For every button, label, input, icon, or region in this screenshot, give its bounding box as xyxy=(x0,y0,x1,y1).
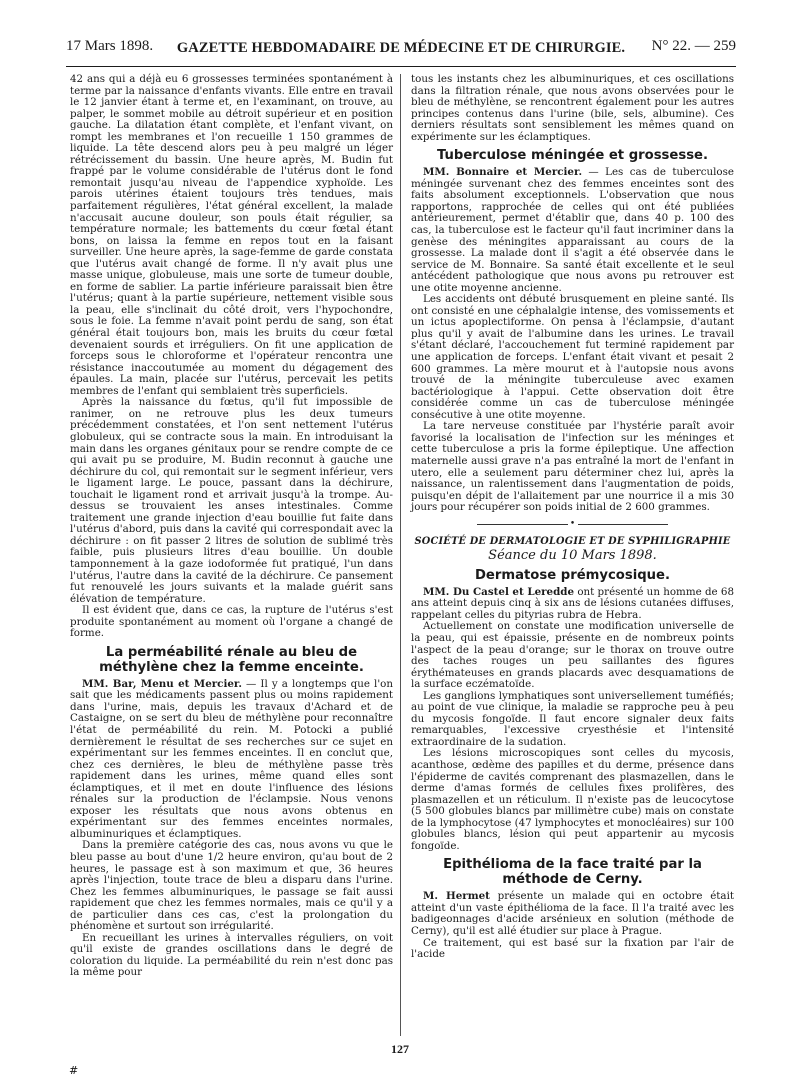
paragraph xyxy=(411,891,734,937)
authors: MM. Du Castel et Leredde xyxy=(423,585,575,598)
society-title: SOCIÉTÉ DE DERMATOLOGIE ET DE SYPHILIGRAPHIE xyxy=(414,535,731,547)
paragraph: Les ganglions lymphatiques sont universellement tuméfiés; au point de vue clinique, la maladie se rapproche peu à peu du mycosis fongoïde. Il faut encore signaler deux faits remarquables, l'excessive cryesthésie et l'intensité extraordinaire de la sudation. xyxy=(411,689,734,748)
page-folio: 127 xyxy=(391,1042,409,1056)
paragraph-text: — Il y a longtemps que l'on sait que les médicaments passent plus ou moins rapidement dans l'urine, mais, depuis les travaux d'Achard et de Castaigne, on se sert du bleu de méthylène pour reconnaître l'état de perméabilité du rein. M. Potocki a publié dernièrement le résultat de ses recherches sur ce sujet en expérimentant sur les femmes enceintes. Il en conclut que, chez ces dernières, le bleu de méthylène passe très rapidement dans les urines, même quand elles sont éclamptiques, et il met en doute l'influence des lésions rénales sur la production de l'éclampsie. Nous venons exposer les résultats que nous avons obtenus en expérimentant sur des femmes enceintes normales, albuminuriques et éclamptiques. xyxy=(70,677,393,840)
paragraph: Actuellement on constate une modification universelle de la peau, qui est épaissie, présente en de nombreux points l'aspect de la peau d'orange; sur le thorax on trouve outre des taches rouges un peu saillantes des figures érythémateuses en grands placards avec desquamations de la surface eczématoïde. xyxy=(411,620,734,691)
paragraph: tous les instants chez les albuminuriques, et ces oscillations dans la filtration rénale, que nous avons observées pour le bleu de méthylène, se rencontrent également pour les autres principes contenus dans l'urine (bile, sels, albumine). Ces derniers résultats sont sensiblement les mêmes quand on expérimente sur les éclamptiques. xyxy=(411,73,734,143)
paragraph: La tare nerveuse constituée par l'hystérie paraît avoir favorisé la localisation de l'infection sur les méninges et cette tuberculose a pris la forme épileptique. Une affection maternelle aussi grave n'a pas entraîné la mort de l'enfant in utero, elle a seulement paru déterminer chez lui, après la naissance, un ralentissement dans l'augmentation de poids, puisqu'en dépit de l'allaitement par une nourrice il a mis 30 jours pour récupérer son poids initial de 2 600 grammes. xyxy=(411,420,734,514)
paragraph xyxy=(411,587,734,622)
section-heading: Tuberculose méningée et grossesse. xyxy=(436,148,709,164)
paragraph-text: — Les cas de tuberculose méningée survenant chez des femmes enceintes sont des faits absolument exceptionnels. L'observation que nous rapportons, rapprochée de celles qui ont été publiées antérieurement, permet d'établir que, dans 40 p. 100 des cas, la tuberculose est le facteur qu'il faut incriminer dans la genèse des méningites apparaissant au cours de la grossesse. La malade dont il s'agit a été observée dans le service de M. Bonnaire. Sa santé était excellente et le seul antécédent pathologique que nous avons pu retrouver est une otite moyenne ancienne. xyxy=(411,166,734,294)
paragraph: Après la naissance du fœtus, qu'il fut impossible de ranimer, on ne retrouve plus les deux tumeurs précédemment constatées, et l'on sent nettement l'utérus globuleux, qui se contracte sous la main. En introduisant la main dans les organes génitaux pour se rendre compte de ce qui avait pu se produire, M. Budin reconnut à gauche une déchirure du col, qui remontait sur le segment inférieur, vers le ligament large. Le pouce, passant dans la déchirure, touchait le ligament rond et arrivait jusqu'à la trompe. Au-dessus se trouvaient les anses intestinales. Comme traitement une grande injection d'eau bouillie fut faite dans l'utérus d'abord, puis dans la cavité qui correspondait avec la déchirure : on fit passer 2 litres de solution de sublimé très faible, puis plusieurs litres d'eau bouillie. Un double tamponnement à la gaze iodoformée fut pratiqué, l'un dans l'utérus, l'autre dans la cavité de la déchirure. Ce pansement fut renouvelé les jours suivants et la malade guérit sans élévation de température. xyxy=(70,396,393,605)
section-separator xyxy=(411,518,734,530)
authors: MM. Bar, Menu et Mercier. xyxy=(82,677,242,690)
section-heading: Epithélioma de la face traité par la méthode de Cerny. xyxy=(443,857,702,888)
paragraph: 42 ans qui a déjà eu 6 grossesses terminées spontanément à terme par la naissance d'enfants vivants. Elle entre en travail le 12 janvier étant à terme et, en l'examinant, on trouve, au palper, le sommet mobile au détroit supérieur et en position gauche. La dilatation étant complète, et l'enfant vivant, on rompt les membranes et l'on recueille 1 150 grammes de liquide. La tête descend alors peu à peu malgré un léger rétrécissement du bassin. Une heure après, M. Budin fut frappé par le volume considérable de l'utérus dont le fond remontait jusqu'au niveau de l'appendice xyphoïde. Les parois utérines étaient toujours très tendues, mais parfaitement régulières, l'état général excellent, la malade n'accusait aucune douleur, son pouls était régulier, sa température normale; les battements du cœur fœtal étant bons, on laissa la femme en repos tout en la faisant surveiller. Une heure après, la sage-femme de garde constata que l'utérus avait changé de forme. Il n'y avait plus une masse unique, globuleuse, mais une sorte de tumeur double, en forme de sablier. La partie inférieure paraissait bien être l'utérus; quant à la partie supérieure, nettement visible sous la peau, elle s'inclinait du côté droit, vers l'hypochondre, sous le foie. La femme n'avait point perdu de sang, son état général était toujours bon, mais les bruits du cœur fœtal devenaient sourds et irréguliers. On fit une application de forceps sous le chloroforme et l'opérateur rencontra une résistance inaccoutumée au moment du dégagement des épaules. La main, placée sur l'utérus, percevait les petits membres de l'enfant qui semblaient très superficiels. xyxy=(70,73,393,397)
paragraph: En recueillant les urines à intervalles réguliers, on voit qu'il existe de grandes oscillations dans le degré de coloration du liquide. La perméabilité du rein n'est donc pas la même pour xyxy=(70,931,393,979)
separator-ornament: • xyxy=(568,519,578,529)
printer-mark: # xyxy=(69,1064,79,1077)
header-rule xyxy=(66,66,736,67)
issue-page-number: N° 22. — 259 xyxy=(651,38,736,54)
paragraph: Dans la première catégorie des cas, nous avons vu que le bleu passe au bout d'une 1/2 heure environ, qu'au bout de 2 heures, le passage est à son maximum et que, 36 heures après l'injection, toute trace de bleu a disparu dans l'urine. Chez les femmes albuminuriques, le passage se fait aussi rapidement que chez les femmes normales, mais ce qu'il y a de particulier dans ces cas, c'est la prolongation du phénomène et surtout son irrégularité. xyxy=(70,839,393,933)
authors: M. Hermet xyxy=(423,890,490,903)
section-heading: Dermatose prémycosique. xyxy=(474,567,671,583)
paragraph xyxy=(70,679,393,841)
paragraph-text: ont présenté un homme de 68 ans atteint depuis cinq à six ans de lésions cutanées diffuses, rappelant celles du pityrias rubra de Hebra. xyxy=(411,585,735,621)
paragraph xyxy=(411,167,734,294)
section-heading: La perméabilité rénale au bleu de méthylène chez la femme enceinte. xyxy=(99,644,364,675)
journal-title: GAZETTE HEBDOMADAIRE DE MÉDECINE ET DE CHIRURGIE. xyxy=(176,40,626,56)
left-column xyxy=(70,74,393,1034)
paragraph: Il est évident que, dans ce cas, la rupture de l'utérus s'est produite spontanément au moment où l'organe a changé de forme. xyxy=(70,604,393,640)
right-column xyxy=(411,74,734,1034)
issue-date: 17 Mars 1898. xyxy=(66,38,154,54)
column-divider xyxy=(400,74,401,1036)
running-header xyxy=(66,38,736,60)
session-date: Séance du 10 Mars 1898. xyxy=(488,548,657,564)
paragraph: Les accidents ont débuté brusquement en pleine santé. Ils ont consisté en une céphalalgie intense, des vomissements et un ictus apoplectiforme. On pensa à l'éclampsie, d'autant plus qu'il y avait de l'albumine dans les urines. Le travail s'étant déclaré, l'accouchement fut terminé rapidement par une application de forceps. L'enfant était vivant et pesait 2 600 grammes. La mère mourut et à l'autopsie nous avons trouvé de la méningite tuberculeuse avec examen bactériologique à l'appui. Cette observation doit être considérée comme un cas de tuberculose méningée consécutive à une otite moyenne. xyxy=(411,293,734,421)
paragraph: Les lésions microscopiques sont celles du mycosis, acanthose, œdème des papilles et du derme, présence dans l'épiderme de cavités comprenant des plasmazellen, dans le derme d'amas formés de cellules fixes prolifères, des plasmazellen et un réticulum. Il n'existe pas de leucocytose (5 500 globules blancs par millimètre cube) mais on constate de la lymphocytose (47 lymphocytes et monocléaires) sur 100 globules blancs, lésion qui peut appartenir au mycosis fongoïde. xyxy=(411,747,734,852)
paragraph: Ce traitement, qui est basé sur la fixation par l'air de l'acide xyxy=(411,936,734,961)
authors: MM. Bonnaire et Mercier. xyxy=(423,166,583,179)
paragraph-text: présente un malade qui en octobre était atteint d'un vaste épithélioma de la face. Il l'a traité avec les badigeonnages d'acide arsénieux en solution (méthode de Cerny), qu'il est allé étudier sur place à Prague. xyxy=(411,890,734,937)
